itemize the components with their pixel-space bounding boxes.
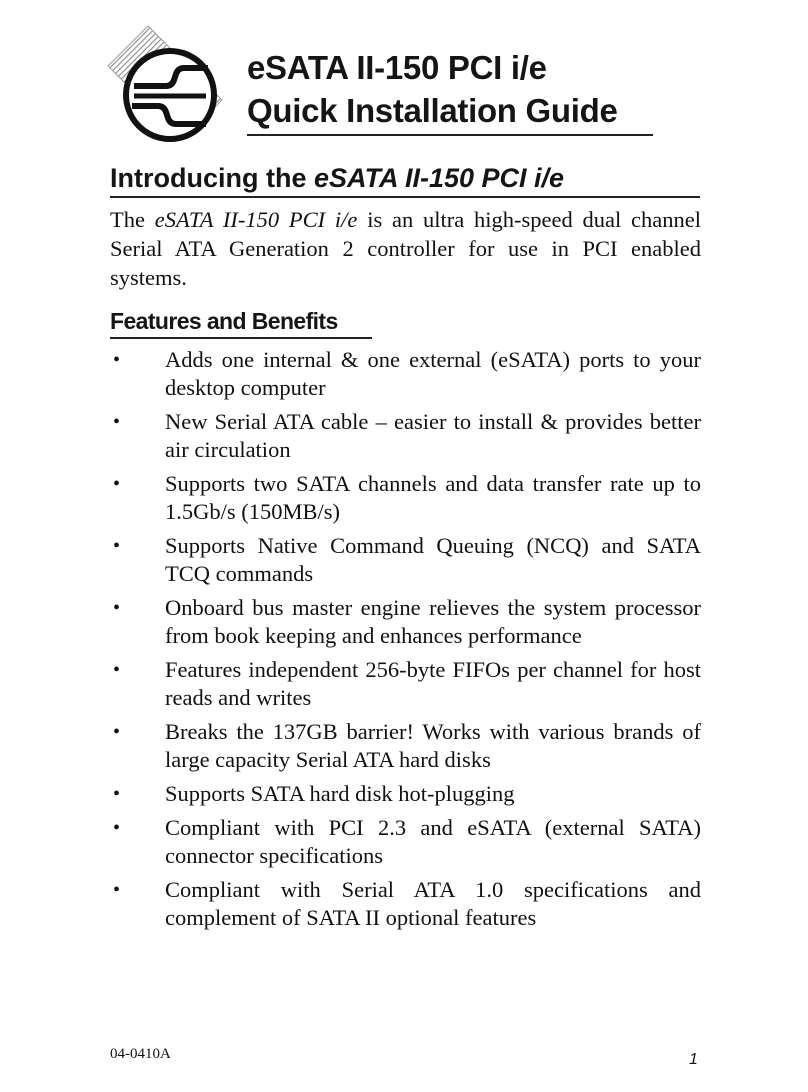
document-title-line1: eSATA II-150 PCI i/e: [247, 49, 547, 86]
feature-item: [110, 470, 701, 526]
feature-text: Supports SATA hard disk hot-plugging: [165, 781, 515, 806]
features-heading: Features and Benefits: [110, 305, 372, 339]
feature-item: [110, 876, 701, 932]
document-code: 04-0410A: [110, 1046, 171, 1062]
intro-text-product: eSATA II-150 PCI i/e: [154, 207, 358, 232]
bullet-icon: •: [113, 879, 121, 901]
document-title: [247, 46, 653, 136]
bullet-icon: •: [113, 349, 121, 371]
feature-text: Supports Native Command Queuing (NCQ) and SATA TCQ commands: [165, 533, 701, 586]
intro-text-rest: is an ultra high-speed dual channel Serial ATA Generation 2 controller for use in PCI enabled systems.: [110, 207, 701, 290]
feature-text: Breaks the 137GB barrier! Works with various brands of large capacity Serial ATA hard disks: [165, 719, 701, 772]
intro-heading-product: eSATA II-150 PCI i/e: [313, 163, 565, 193]
intro-text-prefix: The: [110, 207, 155, 232]
feature-item: [110, 346, 701, 402]
feature-item: [110, 780, 701, 808]
feature-text: Compliant with PCI 2.3 and eSATA (external SATA) connector specifications: [165, 815, 701, 868]
feature-text: New Serial ATA cable – easier to install & provides better air circulation: [165, 409, 701, 462]
bullet-icon: •: [113, 473, 121, 495]
bullet-icon: •: [113, 817, 121, 839]
feature-item: [110, 408, 701, 464]
bullet-icon: •: [113, 783, 121, 805]
feature-text: Supports two SATA channels and data transfer rate up to 1.5Gb/s (150MB/s): [165, 471, 701, 524]
feature-text: Onboard bus master engine relieves the system processor from book keeping and enhances performance: [165, 595, 701, 648]
document-title-line2: Quick Installation Guide: [247, 92, 618, 129]
feature-text: Features independent 256-byte FIFOs per channel for host reads and writes: [165, 657, 701, 710]
feature-item: [110, 656, 701, 712]
feature-item: [110, 594, 701, 650]
siig-logo-icon: [104, 22, 226, 144]
intro-heading: [110, 160, 700, 198]
features-list: [110, 346, 701, 938]
feature-item: [110, 718, 701, 774]
intro-heading-prefix: Introducing the: [110, 163, 314, 193]
feature-item: [110, 532, 701, 588]
page-number: 1: [689, 1051, 698, 1068]
bullet-icon: •: [113, 597, 121, 619]
bullet-icon: •: [113, 659, 121, 681]
bullet-icon: •: [113, 411, 121, 433]
feature-text: Compliant with Serial ATA 1.0 specifications and complement of SATA II optional features: [165, 877, 701, 930]
intro-paragraph: [110, 205, 701, 292]
feature-text: Adds one internal & one external (eSATA) ports to your desktop computer: [165, 347, 701, 400]
bullet-icon: •: [113, 535, 121, 557]
bullet-icon: •: [113, 721, 121, 743]
feature-item: [110, 814, 701, 870]
